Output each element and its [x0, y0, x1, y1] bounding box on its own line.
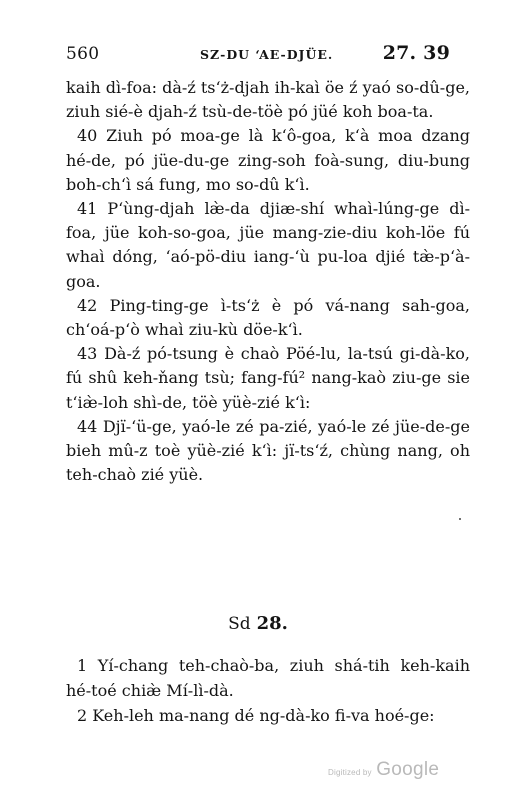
paragraph-continuation: kaih dì-foa: dà-ź ts‘ż-djah ih-kaì öe ź yaó so-dû-ge, ziuh sié-è djah-ź tsù-de-töè pó jüé koh boa-ta. [66, 78, 470, 122]
running-title: SZ-DU ‘AE-DJÜE. [200, 47, 334, 62]
verse-42: 42 Ping-ting-ge ì-ts‘ż è pó vá-nang sah-goa, ch‘oá-p‘ò whaì ziu-kù döe-k‘ì. [66, 295, 470, 340]
verse-44: 44 Djï-‘ü-ge, yaó-le zé pa-zié, yaó-le zé jüe-de-ge bieh mû-z toè yüè-zié k‘ì: jï-ts‘ź, chùng nang, oh teh-chaò zié yüè. [66, 416, 470, 485]
digitized-watermark [328, 759, 439, 781]
watermark-small-text: Digitized by [328, 768, 372, 777]
verse-2: 2 Keh-leh ma-nang dé ng-dà-ko fi-va hoé-ge: [77, 706, 435, 725]
verse-43: 43 Dà-ź pó-tsung è chaò Pöé-lu, la-tsú gi-dà-ko, fú shû keh-ňang tsù; fang-fú² nang-kaò ziu-ge sie t‘iæ̀-loh shì-de, töè yüè-zié k‘ì: [66, 344, 470, 412]
verse-40: 40 Ziuh pó moa-ge là k‘ô-goa, k‘à moa dzang hé-de, pó jüe-du-ge zing-soh foà-sung, diu-bung boh-ch‘ì sá fung, mo so-dû k‘ì. [66, 126, 470, 194]
ink-speck [459, 518, 461, 520]
chapter-heading [0, 613, 516, 634]
chapter-verse-reference: 27. 39 [382, 42, 450, 64]
watermark-brand-text: Google [376, 759, 440, 780]
chapter-28-text [66, 653, 470, 728]
verse-41: 41 P‘ùng-djah læ̀-da djiæ-shí whaì-lúng-ge dì-foa, jüe koh-so-goa, jüe mang-zie-diu koh-löe fú whaì dóng, ‘aó-pö-diu iang-‘ù pu-loa djié tæ̀-p‘à-goa. [66, 199, 470, 291]
verse-1: 1 Yí-chang teh-chaò-ba, ziuh shá-tih keh-kaih hé-toé chiæ̀ Mí-lì-dà. [66, 656, 470, 700]
chapter-heading-label: Sd [228, 614, 251, 634]
page-number: 560 [66, 44, 100, 64]
chapter-heading-number: 28. [256, 613, 288, 634]
chapter-27-text [66, 76, 470, 487]
page-header [66, 44, 450, 68]
